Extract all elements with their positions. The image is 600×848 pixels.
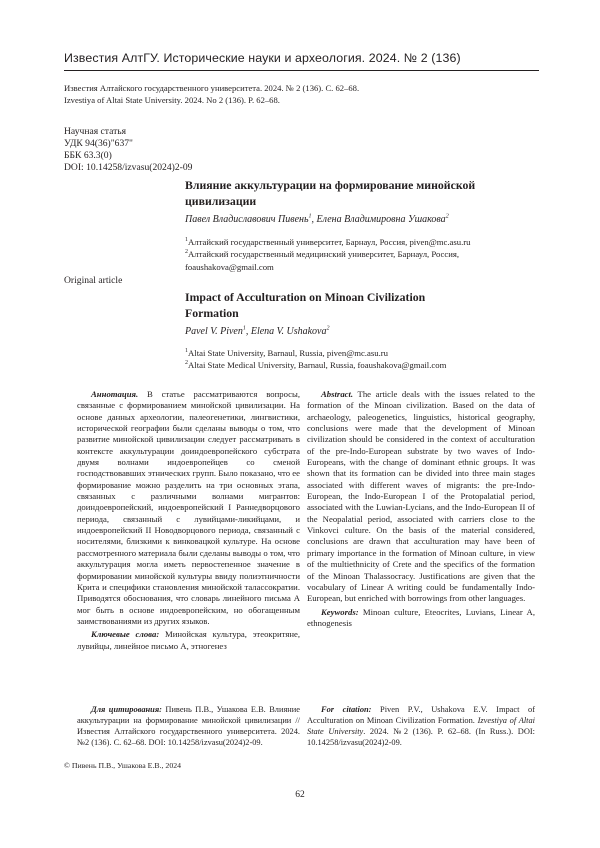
affiliation-ru-1 [185, 236, 545, 248]
citation-en [307, 704, 535, 748]
doi: DOI: 10.14258/izvasu(2024)2-09 [64, 162, 193, 173]
journal-citation-en: Izvestiya of Altai State University. 2024. No 2 (136). P. 62–68. [64, 95, 280, 105]
keywords-ru-text: Минойская культура, этеокритяне, лувийцы, линейное письмо А, этногенез [77, 629, 301, 651]
citation-en-text-2: . 2024. №2 (136). P. 62–68. (In Russ.). DOI: 10.14258/izvasu(2024)2-09. [307, 727, 535, 747]
article-type-ru: Научная статья [64, 126, 127, 137]
title-en-line-2: Formation [185, 305, 239, 320]
article-type-en: Original article [64, 275, 123, 286]
bbk-code: ББК 63.3(0) [64, 150, 112, 161]
affiliation-en-1 [185, 347, 545, 359]
title-ru [185, 178, 535, 209]
abstract-ru-text: В статье рассматриваются вопросы, связанные с формированием минойской цивилизации. На основе данных археологии, палеогенетики, лингвистики, исторической географии были сделаны выводы о том, что развитие минойской цивилизации следует рассматривать в контексте аккультурации доиндоевропейского субстрата двумя волнами индоевропейцев со сменой господствовавших этнических групп. Было показано, что ее формирование можно разделить на три основных этапа, связанных с различными волнами мигрантов: доиндоевропейский, индоевропейский I Раннедворцового периода, связанный с лувийцами-ликийцами, и индоевропейский II Новодворцового периода, связанный с носителями, близкими к винковацкой культуре. На основе рассмотренного материала были сделаны выводы о том, что аккультурация могла иметь первостепенное значение в формировании минойской культуры ввиду полиэтничности Крита и специфики становления минойской талассократии. Приводятся обоснования, что словарь линейного письма А мог быть в основе индоевропейским, но обогащенным заимствованиями из других языков. [77, 389, 300, 626]
affiliation-ru-2-text: Алтайский государственный медицинский университет, Барнаул, Россия, [188, 249, 460, 260]
title-ru-line-2: цивилизации [185, 193, 257, 208]
udk-code: УДК 94(36)"637" [64, 138, 133, 149]
author-ru-2-sup: 2 [445, 213, 449, 220]
affiliation-ru-2 [185, 248, 545, 260]
affiliation-en-2-text: Altai State Medical University, Barnaul, Russia, foaushakova@gmail.com [188, 360, 447, 371]
affiliation-en-1-sup: 1 [185, 348, 188, 355]
citation-ru-text: Пивень П.В., Ушакова Е.В. Влияние аккультурации на формирование минойской цивилизации // Известия Алтайского государственного университета. 2024. №2 (136). С. 62–68. DOI: 10.14258/izvasu(2024)2-09. [77, 705, 300, 747]
author-ru-sep: , [311, 214, 317, 225]
page-number: 62 [295, 790, 305, 800]
citation-en-body [307, 704, 535, 748]
author-ru-2: Елена Владимировна Ушакова [316, 214, 446, 225]
affiliation-en-2 [185, 359, 545, 371]
citation-ru-label: Для цитирования: [91, 705, 162, 714]
abstract-en-text: The article deals with the issues related to the formation of the Minoan civilization. Based on the data of archaeology, paleogenetics, linguistics, historical geography, conclusions were made that the development of Minoan civilization should be considered in the context of acculturation of the pre-Indo-European substrate by two waves of Indo-Europeans, with the change of dominant ethnic groups. It was shown that its formation can be divided into three main stages associated with different waves of migrants: the pre-Indo-European, the Indo-European I of the Protopalatial period, associated with the Luwian-Lycians, and the Indo-European II of the Neopalatial period, associated with carriers close to the Vinkovci culture. On the basis of the material considered, conclusions are drawn that acculturation may have been of primary importance in the formation of Minoan culture, in view of the multiethnicity of Crete and the specifics of the formation of the Minoan Thalassocracy. Justifications are given that the vocabulary of Linear A writing could be fundamentally Indo-European, but enriched with borrowings from other languages. [307, 389, 535, 604]
author-en-1: Pavel V. Piven [185, 326, 243, 337]
abstract-ru-label: Аннотация. [91, 389, 139, 399]
title-en-line-1: Impact of Acculturation on Minoan Civilization [185, 290, 426, 304]
citation-ru [77, 704, 300, 748]
citation-en-journal: Izvestiya of Altai State University [307, 716, 535, 736]
authors-ru [185, 214, 449, 225]
abstract-en [307, 389, 535, 629]
abstract-en-label: Abstract. [321, 389, 354, 399]
keywords-ru [77, 629, 300, 652]
keywords-en-text: Minoan culture, Eteocrites, Luvians, Linear A, ethnogenesis [307, 606, 535, 628]
author-ru-1: Павел Владиславович Пивень [185, 214, 309, 225]
author-en-2-sup: 2 [326, 325, 330, 332]
affiliations-en [185, 347, 545, 372]
affiliation-ru-2-email: foaushakova@gmail.com [185, 261, 274, 272]
keywords-ru-label: Ключевые слова: [91, 629, 160, 640]
author-en-2: Elena V. Ushakova [250, 326, 327, 337]
citation-ru-body [77, 704, 300, 748]
author-en-1-sup: 1 [242, 325, 246, 332]
citation-en-label: For citation: [321, 705, 372, 714]
affiliation-en-2-sup: 2 [185, 360, 188, 367]
author-ru-1-sup: 1 [308, 213, 312, 220]
affiliations-ru [185, 236, 545, 273]
affiliation-ru-1-sup: 1 [185, 237, 188, 244]
abstract-ru-body [77, 389, 300, 627]
title-ru-line-1: Влияние аккультурации на формирование минойской [185, 178, 476, 192]
keywords-en [307, 607, 535, 630]
citation-en-text-1: Piven P.V., Ushakova E.V. Impact of Acculturation on Minoan Civilization Formation. [307, 705, 535, 725]
running-head: Известия АлтГУ. Исторические науки и археология. 2024. № 2 (136) [64, 51, 461, 65]
abstract-en-body [307, 389, 535, 605]
affiliation-en-1-text: Altai State University, Barnaul, Russia, piven@mc.asu.ru [188, 348, 388, 358]
journal-citation-ru: Известия Алтайского государственного университета. 2024. № 2 (136). С. 62–68. [64, 83, 360, 93]
header-rule [64, 70, 539, 71]
authors-en [185, 326, 330, 337]
affiliation-ru-2-sup: 2 [185, 249, 188, 256]
affiliation-ru-1-text: Алтайский государственный университет, Барнаул, Россия, piven@mc.asu.ru [188, 237, 471, 247]
keywords-en-label: Keywords: [321, 606, 359, 617]
author-en-sep: , [245, 326, 251, 337]
copyright: © Пивень П.В., Ушакова Е.В., 2024 [64, 761, 182, 770]
title-en [185, 290, 535, 321]
abstract-ru [77, 389, 300, 652]
